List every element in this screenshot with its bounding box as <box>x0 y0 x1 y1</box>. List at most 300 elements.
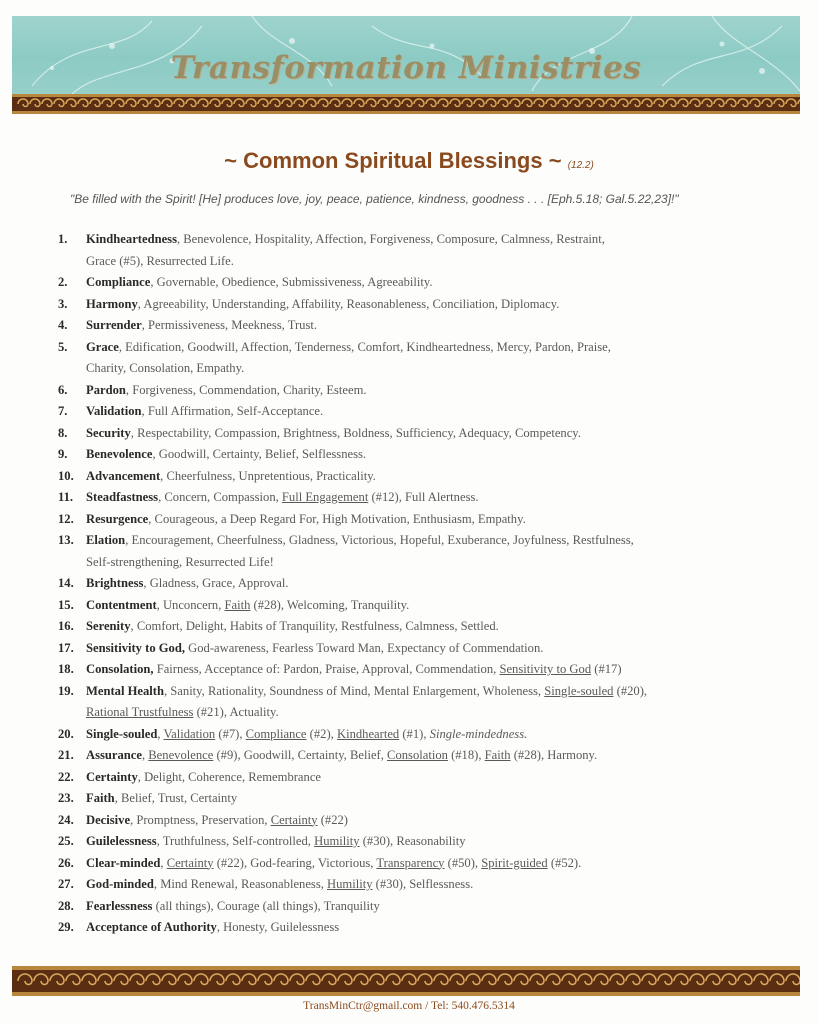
item-number: 21. <box>58 748 74 762</box>
item-body <box>86 767 758 789</box>
blessing-description: (#18), <box>447 748 485 762</box>
item-body <box>86 487 758 509</box>
item-number: 27. <box>58 877 74 891</box>
scripture-quote: "Be filled with the Spirit! [He] produces love, joy, peace, patience, kindness, goodness . . . [Eph.5.18; Gal.5.22,23]!" <box>70 192 679 206</box>
item-body <box>86 595 758 617</box>
item-body <box>86 401 758 423</box>
ornament-curl <box>522 99 532 107</box>
ornament-curl <box>738 99 748 107</box>
top-ornament-border <box>12 94 800 114</box>
blessing-description: , Unconcern, <box>156 597 225 612</box>
blessing-description: Charity, Consolation, Empathy. <box>86 361 245 375</box>
item-number: 11. <box>58 490 74 504</box>
item-number: 29. <box>58 920 74 934</box>
ornament-curl <box>306 99 316 107</box>
blessing-item <box>58 681 758 724</box>
blessing-term: Faith <box>86 791 115 805</box>
ornament-curl <box>290 974 304 985</box>
bottom-ornament-border <box>12 966 800 996</box>
item-number: 14. <box>58 576 74 590</box>
cross-reference: Faith <box>224 597 251 612</box>
blessing-item <box>58 638 758 660</box>
blessing-item <box>58 767 758 789</box>
blessing-item <box>58 509 758 531</box>
blessing-description: (#50), <box>444 855 482 870</box>
ornament-curl <box>546 974 560 985</box>
page-heading <box>0 148 818 174</box>
blessing-description: , Full Affirmation, Self-Acceptance. <box>141 404 324 418</box>
heading-title: ~ Common Spiritual Blessings ~ <box>224 148 562 173</box>
item-number: 4. <box>58 318 68 332</box>
ornament-curl <box>258 99 268 107</box>
blessing-description: God-awareness, Fearless Toward Man, Expectancy of Commendation. <box>185 640 544 655</box>
blessing-description: , <box>160 855 167 870</box>
ornament-curl <box>338 974 352 985</box>
ornament-curl <box>438 99 448 107</box>
item-body <box>86 874 758 896</box>
blessing-description: Single-mindedness. <box>429 726 528 741</box>
ornament-curl <box>786 99 796 107</box>
blessing-description: (#28), Harmony. <box>510 748 598 762</box>
blessing-item <box>58 745 758 767</box>
ornament-curl <box>102 99 112 107</box>
cross-reference: Full Engagement <box>281 490 369 504</box>
item-number: 20. <box>58 726 74 741</box>
blessing-description: Fairness, Acceptance of: Pardon, Praise, Approval, Commendation, <box>153 662 500 676</box>
item-body <box>86 315 758 337</box>
blessing-description: (#1), <box>399 726 430 741</box>
ornament-curl <box>558 99 568 107</box>
ornament-curl <box>462 99 472 107</box>
item-number: 13. <box>58 533 74 547</box>
blessing-term: Guilelessness <box>86 834 157 848</box>
blessing-item <box>58 659 758 681</box>
ornament-curl <box>654 99 664 107</box>
ornament-curl <box>706 974 720 985</box>
blessing-term: Surrender <box>86 318 142 332</box>
ornament-curl <box>386 974 400 985</box>
blessing-description: (#2), <box>306 726 337 741</box>
ornament-curl <box>270 99 280 107</box>
ornament-curl <box>146 974 160 985</box>
ornament-curl <box>322 974 336 985</box>
ornament-curl <box>98 974 112 985</box>
item-number: 9. <box>58 447 68 461</box>
item-number: 23. <box>58 791 74 805</box>
blessing-term: Serenity <box>86 619 131 633</box>
ornament-curl <box>642 99 652 107</box>
blessing-description: (#7), <box>215 726 246 741</box>
blessing-item <box>58 294 758 316</box>
ornament-curl <box>466 974 480 985</box>
blessing-item <box>58 530 758 573</box>
blessings-list <box>58 229 758 939</box>
ornament-curl <box>78 99 88 107</box>
ornament-curl <box>674 974 688 985</box>
ornament-curl <box>450 99 460 107</box>
item-number: 10. <box>58 468 74 483</box>
item-number: 5. <box>58 339 68 354</box>
footer-contact: TransMinCtr@gmail.com / Tel: 540.476.5314 <box>303 1000 515 1012</box>
ornament-curl <box>726 99 736 107</box>
blessing-description: , Delight, Coherence, Remembrance <box>137 769 322 784</box>
ornament-curl <box>30 99 40 107</box>
blessing-description: , Concern, Compassion, <box>158 490 282 504</box>
ornament-curl <box>222 99 232 107</box>
ornament-curl <box>354 974 368 985</box>
blessing-term: Advancement <box>86 468 161 483</box>
ornament-curl <box>234 99 244 107</box>
blessing-term: Resurgence <box>86 511 149 526</box>
blessing-description: , Promptness, Preservation, <box>130 812 271 827</box>
blessing-description: , Agreeability, Understanding, Affability, Reasonableness, Conciliation, Diplomacy. <box>137 296 560 311</box>
blessing-description: (#22) <box>317 812 348 827</box>
ornament-curl <box>138 99 148 107</box>
ornament-curl <box>762 99 772 107</box>
ornament-curl <box>114 99 124 107</box>
blessing-term: Grace <box>86 339 119 354</box>
blessing-description: , Cheerfulness, Unpretentious, Practicality. <box>160 468 376 483</box>
blessing-description: , Permissiveness, Meekness, Trust. <box>141 318 318 332</box>
blessing-description: (#30), Selflessness. <box>372 877 474 891</box>
blessing-item <box>58 315 758 337</box>
blessing-description: , Belief, Trust, Certainty <box>114 791 238 805</box>
blessing-description: (#9), Goodwill, Certainty, Belief, <box>213 748 388 762</box>
blessing-term: Decisive <box>86 812 131 827</box>
ornament-curl <box>226 974 240 985</box>
item-number: 15. <box>58 597 74 612</box>
ornament-curl <box>666 99 676 107</box>
ornament-curl <box>414 99 424 107</box>
item-body <box>86 745 758 767</box>
ornament-curl <box>770 974 784 985</box>
item-number: 12. <box>58 511 74 526</box>
ornament-curl <box>258 974 272 985</box>
ornament-curl <box>594 974 608 985</box>
blessing-term: Benevolence <box>86 447 153 461</box>
ornament-curl <box>390 99 400 107</box>
cross-reference: Single-souled <box>544 683 614 698</box>
item-body <box>86 294 758 316</box>
cross-reference: Transparency <box>376 855 445 870</box>
ornament-curl <box>242 974 256 985</box>
blessing-term: Acceptance of Authority <box>86 920 217 934</box>
item-body <box>86 917 758 939</box>
ornament-curl <box>690 974 704 985</box>
ornament-pattern <box>12 94 800 114</box>
blessing-term: Consolation, <box>86 662 154 676</box>
blessing-term: Elation <box>86 533 126 547</box>
ornament-curl <box>774 99 784 107</box>
ornament-curl <box>18 99 28 107</box>
ornament-curl <box>66 99 76 107</box>
ornament-curl <box>114 974 128 985</box>
cross-reference: Humility <box>314 834 360 848</box>
ornament-curl <box>246 99 256 107</box>
cross-reference: Kindhearted <box>336 726 400 741</box>
item-number: 8. <box>58 425 68 440</box>
cross-reference: Faith <box>484 748 511 762</box>
item-body <box>86 638 758 660</box>
item-body <box>86 724 758 746</box>
ornament-curl <box>626 974 640 985</box>
item-body <box>86 509 758 531</box>
blessing-term: God-minded <box>86 877 154 891</box>
ornament-curl <box>378 99 388 107</box>
ornament-curl <box>82 974 96 985</box>
blessing-item <box>58 272 758 294</box>
ornament-curl <box>210 99 220 107</box>
ornament-curl <box>130 974 144 985</box>
header-banner <box>12 16 800 94</box>
blessing-description: (#20), <box>613 683 648 698</box>
blessing-description: Self-strengthening, Resurrected Life! <box>86 554 274 569</box>
ornament-curl <box>126 99 136 107</box>
item-number: 28. <box>58 898 74 913</box>
item-number: 3. <box>58 296 68 311</box>
item-body <box>86 466 758 488</box>
ornament-curl <box>150 99 160 107</box>
ornament-curl <box>690 99 700 107</box>
blessing-description: Grace (#5), Resurrected Life. <box>86 253 234 268</box>
ornament-curl <box>738 974 752 985</box>
ornament-curl <box>174 99 184 107</box>
blessing-item <box>58 724 758 746</box>
blessing-item <box>58 229 758 272</box>
ornament-pattern <box>12 966 800 996</box>
ornament-curl <box>198 99 208 107</box>
blessing-item <box>58 487 758 509</box>
ornament-curl <box>618 99 628 107</box>
ornament-curl <box>722 974 736 985</box>
ornament-curl <box>534 99 544 107</box>
heading-ref: (12.2) <box>567 160 594 171</box>
ornament-curl <box>18 974 32 985</box>
ornament-curl <box>754 974 768 985</box>
ornament-curl <box>162 99 172 107</box>
ornament-curl <box>66 974 80 985</box>
ornament-curl <box>418 974 432 985</box>
ornament-curl <box>450 974 464 985</box>
ministry-title: Transformation Ministries <box>170 50 642 86</box>
blessing-item <box>58 573 758 595</box>
blessing-description: , <box>157 726 164 741</box>
ornament-curl <box>530 974 544 985</box>
blessing-description: (#17) <box>591 662 622 676</box>
item-number: 6. <box>58 382 68 397</box>
item-number: 19. <box>58 683 74 698</box>
cross-reference: Rational Trustfulness <box>86 705 194 719</box>
ornament-curl <box>282 99 292 107</box>
blessing-item <box>58 337 758 380</box>
blessing-term: Clear-minded <box>86 855 161 870</box>
item-body <box>86 788 758 810</box>
item-number: 16. <box>58 619 74 633</box>
item-number: 24. <box>58 812 74 827</box>
blessing-term: Security <box>86 425 131 440</box>
ornament-curl <box>562 974 576 985</box>
ornament-curl <box>658 974 672 985</box>
item-body <box>86 530 758 573</box>
ornament-curl <box>498 974 512 985</box>
blessing-term: Kindheartedness <box>86 232 177 246</box>
blessing-description: (all things), Courage (all things), Tranquility <box>152 898 380 913</box>
ornament-curl <box>210 974 224 985</box>
cross-reference: Validation <box>163 726 216 741</box>
blessing-item <box>58 917 758 939</box>
blessing-description: (#30), Reasonability <box>359 834 466 848</box>
cross-reference: Compliance <box>245 726 307 741</box>
ornament-curl <box>678 99 688 107</box>
cross-reference: Benevolence <box>148 748 214 762</box>
ornament-curl <box>474 99 484 107</box>
blessing-term: Assurance <box>86 748 142 762</box>
ornament-curl <box>294 99 304 107</box>
blessing-item <box>58 788 758 810</box>
ornament-curl <box>370 974 384 985</box>
ornament-curl <box>750 99 760 107</box>
item-number: 25. <box>58 834 74 848</box>
blessing-item <box>58 423 758 445</box>
item-body <box>86 616 758 638</box>
blessing-term: Mental Health <box>86 683 164 698</box>
blessing-item <box>58 896 758 918</box>
blessing-description: , Gladness, Grace, Approval. <box>143 576 289 590</box>
ornament-curl <box>510 99 520 107</box>
ornament-curl <box>610 974 624 985</box>
blessing-item <box>58 444 758 466</box>
blessing-term: Fearlessness <box>86 898 153 913</box>
blessing-item <box>58 595 758 617</box>
item-body <box>86 229 758 272</box>
item-body <box>86 681 758 724</box>
item-body <box>86 810 758 832</box>
item-body <box>86 444 758 466</box>
blessing-term: Certainty <box>86 769 138 784</box>
item-number: 18. <box>58 662 74 676</box>
item-number: 7. <box>58 404 68 418</box>
ornament-curl <box>194 974 208 985</box>
blessing-item <box>58 810 758 832</box>
item-number: 1. <box>58 232 68 246</box>
ornament-curl <box>342 99 352 107</box>
ornament-curl <box>606 99 616 107</box>
blessing-term: Validation <box>86 404 142 418</box>
ornament-curl <box>366 99 376 107</box>
cross-reference: Certainty <box>166 855 214 870</box>
blessing-description: , Mind Renewal, Reasonableness, <box>153 877 328 891</box>
blessing-item <box>58 853 758 875</box>
cross-reference: Consolation <box>387 748 448 762</box>
item-body <box>86 423 758 445</box>
item-number: 22. <box>58 769 74 784</box>
ornament-curl <box>402 99 412 107</box>
blessing-description: , Comfort, Delight, Habits of Tranquility, Restfulness, Calmness, Settled. <box>130 619 499 633</box>
blessing-description: (#28), Welcoming, Tranquility. <box>250 597 410 612</box>
ornament-curl <box>714 99 724 107</box>
ornament-curl <box>570 99 580 107</box>
ornament-curl <box>402 974 416 985</box>
cross-reference: Humility <box>327 877 373 891</box>
blessing-term: Pardon <box>86 382 126 397</box>
item-body <box>86 272 758 294</box>
ornament-curl <box>426 99 436 107</box>
blessing-term: Compliance <box>86 275 151 289</box>
ornament-curl <box>330 99 340 107</box>
blessing-description: , Sanity, Rationality, Soundness of Mind, Mental Enlargement, Wholeness, <box>164 683 545 698</box>
ornament-curl <box>582 99 592 107</box>
blessing-description: , Edification, Goodwill, Affection, Tenderness, Comfort, Kindheartedness, Mercy, Pardon, Praise, <box>118 339 611 354</box>
blessing-term: Steadfastness <box>86 490 159 504</box>
ornament-curl <box>42 99 52 107</box>
ornament-curl <box>54 99 64 107</box>
blessing-item <box>58 466 758 488</box>
item-body <box>86 380 758 402</box>
item-body <box>86 659 758 681</box>
blessing-term: Harmony <box>86 296 138 311</box>
ornament-curl <box>354 99 364 107</box>
blessing-item <box>58 831 758 853</box>
ornament-curl <box>498 99 508 107</box>
item-body <box>86 573 758 595</box>
item-number: 2. <box>58 275 68 289</box>
ornament-curl <box>514 974 528 985</box>
blessing-term: Contentment <box>86 597 157 612</box>
ornament-curl <box>486 99 496 107</box>
blessing-item <box>58 380 758 402</box>
blessing-description: , Truthfulness, Self-controlled, <box>156 834 315 848</box>
ornament-curl <box>482 974 496 985</box>
ornament-curl <box>798 99 800 107</box>
blessing-description: (#22), God-fearing, Victorious, <box>213 855 377 870</box>
cross-reference: Spirit-guided <box>481 855 548 870</box>
blessing-description: , Goodwill, Certainty, Belief, Selflessness. <box>152 447 367 461</box>
ornament-curl <box>702 99 712 107</box>
blessing-term: Brightness <box>86 576 144 590</box>
ornament-curl <box>594 99 604 107</box>
ornament-curl <box>162 974 176 985</box>
blessing-description: (#12), Full Alertness. <box>368 490 479 504</box>
blessing-term: Single-souled <box>86 726 158 741</box>
blessing-item <box>58 616 758 638</box>
blessing-description: , Forgiveness, Commendation, Charity, Esteem. <box>125 382 367 397</box>
ornament-curl <box>318 99 328 107</box>
ornament-curl <box>274 974 288 985</box>
ornament-curl <box>434 974 448 985</box>
ornament-curl <box>50 974 64 985</box>
item-body <box>86 853 758 875</box>
ornament-curl <box>186 99 196 107</box>
blessing-description: , Benevolence, Hospitality, Affection, Forgiveness, Composure, Calmness, Restraint, <box>176 232 605 246</box>
blessing-description: , Respectability, Compassion, Brightness, Boldness, Sufficiency, Adequacy, Competency. <box>130 425 581 440</box>
item-number: 17. <box>58 640 74 655</box>
ornament-curl <box>546 99 556 107</box>
item-number: 26. <box>58 855 74 870</box>
item-body <box>86 337 758 380</box>
ornament-curl <box>578 974 592 985</box>
blessing-description: , Encouragement, Cheerfulness, Gladness, Victorious, Hopeful, Exuberance, Joyfulness, Restfulness, <box>125 533 634 547</box>
blessing-description: , Governable, Obedience, Submissiveness, Agreeability. <box>150 275 433 289</box>
blessing-description: , Honesty, Guilelessness <box>216 920 340 934</box>
blessing-description: (#52). <box>547 855 582 870</box>
ornament-curl <box>786 974 800 985</box>
ornament-curl <box>178 974 192 985</box>
blessing-description: , <box>141 748 149 762</box>
ornament-curl <box>630 99 640 107</box>
cross-reference: Certainty <box>270 812 318 827</box>
ornament-curl <box>642 974 656 985</box>
blessing-item <box>58 874 758 896</box>
